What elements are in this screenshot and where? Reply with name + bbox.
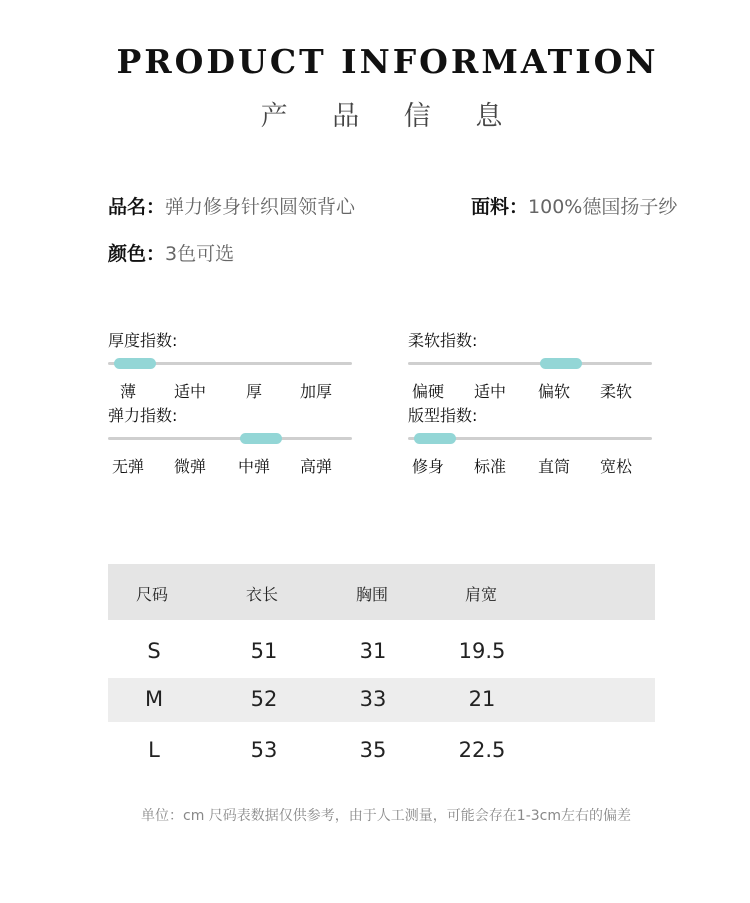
fit-option: 标准 [473,457,506,476]
elasticity-option: 中弹 [237,457,270,476]
header-cell-size: 尺码 [135,585,168,604]
softness-option: 适中 [473,382,506,401]
softness-gauge-indicator [540,358,582,369]
table-row [108,722,655,774]
thickness-gauge-indicator [114,358,156,369]
table-cell: 35 [359,738,387,762]
product-name-value: 弹力修身针织圆领背心 [165,196,356,218]
table-cell: 31 [359,639,387,663]
table-cell: 53 [250,738,278,762]
elasticity-option: 无弹 [111,457,144,476]
material-key: 面料： [471,196,529,218]
thickness-option: 薄 [119,382,136,401]
header-cell-chest: 胸围 [355,585,388,604]
thickness-gauge-label: 厚度指数: [108,331,178,350]
fit-option: 直筒 [537,457,570,476]
table-cell: 51 [250,639,278,663]
table-cell: 22.5 [458,738,506,762]
thickness-option: 适中 [173,382,206,401]
size-table-header [108,564,655,620]
softness-option: 偏硬 [411,382,444,401]
elasticity-option: 微弹 [173,457,206,476]
table-cell: 21 [468,687,496,711]
table-row [108,626,655,678]
softness-gauge-label: 柔软指数: [408,331,478,350]
table-cell: 33 [359,687,387,711]
softness-gauge [408,328,654,401]
page-title-cn: 产 品 信 息 [260,101,521,132]
thickness-gauge [108,328,354,401]
material-value: 100%德国扬子纱 [528,196,678,218]
product-name-key: 品名： [108,196,166,218]
fit-gauge [408,403,654,476]
table-cell: 19.5 [458,639,506,663]
thickness-option: 厚 [245,382,262,401]
fit-gauge-indicator [414,433,456,444]
measurement-note: 单位：cm 尺码表数据仅供参考，由于人工测量，可能会存在1-3cm左右的偏差 [141,808,631,824]
color-key: 颜色： [108,243,166,265]
fit-option: 宽松 [599,457,632,476]
thickness-option: 加厚 [299,382,332,401]
softness-option: 柔软 [599,382,632,401]
fit-gauge-label: 版型指数: [408,406,478,425]
table-cell: M [144,687,164,711]
elasticity-option: 高弹 [299,457,332,476]
elasticity-gauge-indicator [240,433,282,444]
header-cell-shoulder: 肩宽 [464,585,497,604]
elasticity-gauge [108,403,354,476]
product-name [108,192,355,219]
color-value: 3色可选 [165,243,235,265]
product-color [108,239,234,266]
softness-gauge-track [408,362,652,365]
fit-option: 修身 [411,457,444,476]
table-cell: 52 [250,687,278,711]
size-table [108,564,655,774]
softness-option: 偏软 [537,382,570,401]
page-title-en: PRODUCT INFORMATION [116,42,659,81]
table-cell: S [147,639,161,663]
table-row [108,678,655,722]
product-material [471,192,677,219]
elasticity-gauge-label: 弹力指数: [108,406,178,425]
elasticity-gauge-track [108,437,352,440]
header-cell-length: 衣长 [245,585,278,604]
table-cell: L [148,738,160,762]
